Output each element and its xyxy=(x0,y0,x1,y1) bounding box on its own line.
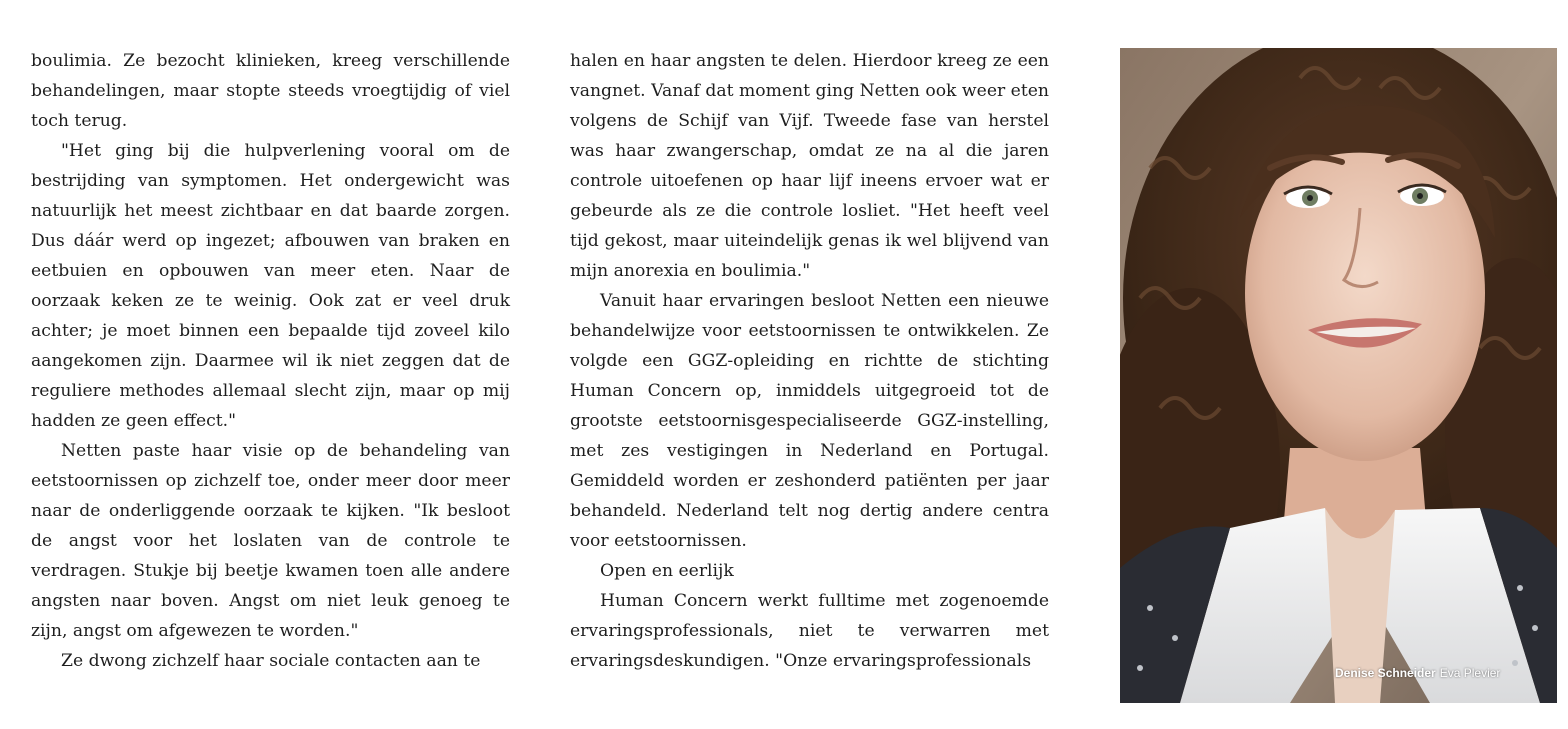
article-column-left xyxy=(31,46,510,676)
paragraph: Human Concern werkt fulltime met zogenoemde ervaringsprofessionals, niet te verwarren met ervaringsdeskundigen. "Onze ervaringsprofessionals xyxy=(570,591,1049,671)
portrait-photo xyxy=(1120,48,1557,703)
caption-photo-credit: Eva Plevier xyxy=(1439,666,1501,680)
paragraph-continuation: halen en haar angsten te delen. Hierdoor kreeg ze een vangnet. Vanaf dat moment ging Netten ook weer eten volgens de Schijf van Vijf. Tweede fase van herstel was haar zwangerschap, omdat ze na al die jaren controle uitoefenen op haar lijf ineens ervoer wat er gebeurde als ze die controle losliet. "Het heeft veel tijd gekost, maar uiteindelijk genas ik wel blijvend van mijn anorexia en boulimia." xyxy=(570,51,1049,281)
portrait-illustration xyxy=(1120,48,1557,703)
paragraph: "Het ging bij die hulpverlening vooral om de bestrijding van symptomen. Het ondergewicht was natuurlijk het meest zichtbaar en dat baarde zorgen. Dus dáár werd op ingezet; afbouwen van braken en eetbuien en opbouwen van meer eten. Naar de oorzaak keken ze te weinig. Ook zat er veel druk achter; je moet binnen een bepaalde tijd zoveel kilo aangekomen zijn. Daarmee wil ik niet zeggen dat de reguliere methodes allemaal slecht zijn, maar op mij hadden ze geen effect." xyxy=(31,141,510,431)
article-column-middle xyxy=(570,46,1049,676)
paragraph-continuation: boulimia. Ze bezocht klinieken, kreeg verschillende behandelingen, maar stopte steeds vroegtijdig of viel toch terug. xyxy=(31,51,510,131)
caption-subject-name: Denise Schneider xyxy=(1335,666,1436,680)
paragraph: Netten paste haar visie op de behandeling van eetstoornissen op zichzelf toe, onder meer door meer naar de onderliggende oorzaak te kijken. "Ik besloot de angst voor het loslaten van de controle te verdragen. Stukje bij beetje kwamen toen alle andere angsten naar boven. Angst om niet leuk genoeg te zijn, angst om afgewezen te worden." xyxy=(31,441,510,641)
section-subheading: Open en eerlijk xyxy=(600,561,734,581)
photo-caption xyxy=(1335,666,1500,680)
paragraph: Vanuit haar ervaringen besloot Netten een nieuwe behandelwijze voor eetstoornissen te ontwikkelen. Ze volgde een GGZ-opleiding en richtte de stichting Human Concern op, inmiddels uitgegroeid tot de grootste eetstoornisgespecialiseerde GGZ-instelling, met zes vestigingen in Nederland en Portugal. Gemiddeld worden er zeshonderd patiënten per jaar behandeld. Nederland telt nog dertig andere centra voor eetstoornissen. xyxy=(570,291,1049,551)
paragraph: Ze dwong zichzelf haar sociale contacten aan te xyxy=(61,651,481,671)
